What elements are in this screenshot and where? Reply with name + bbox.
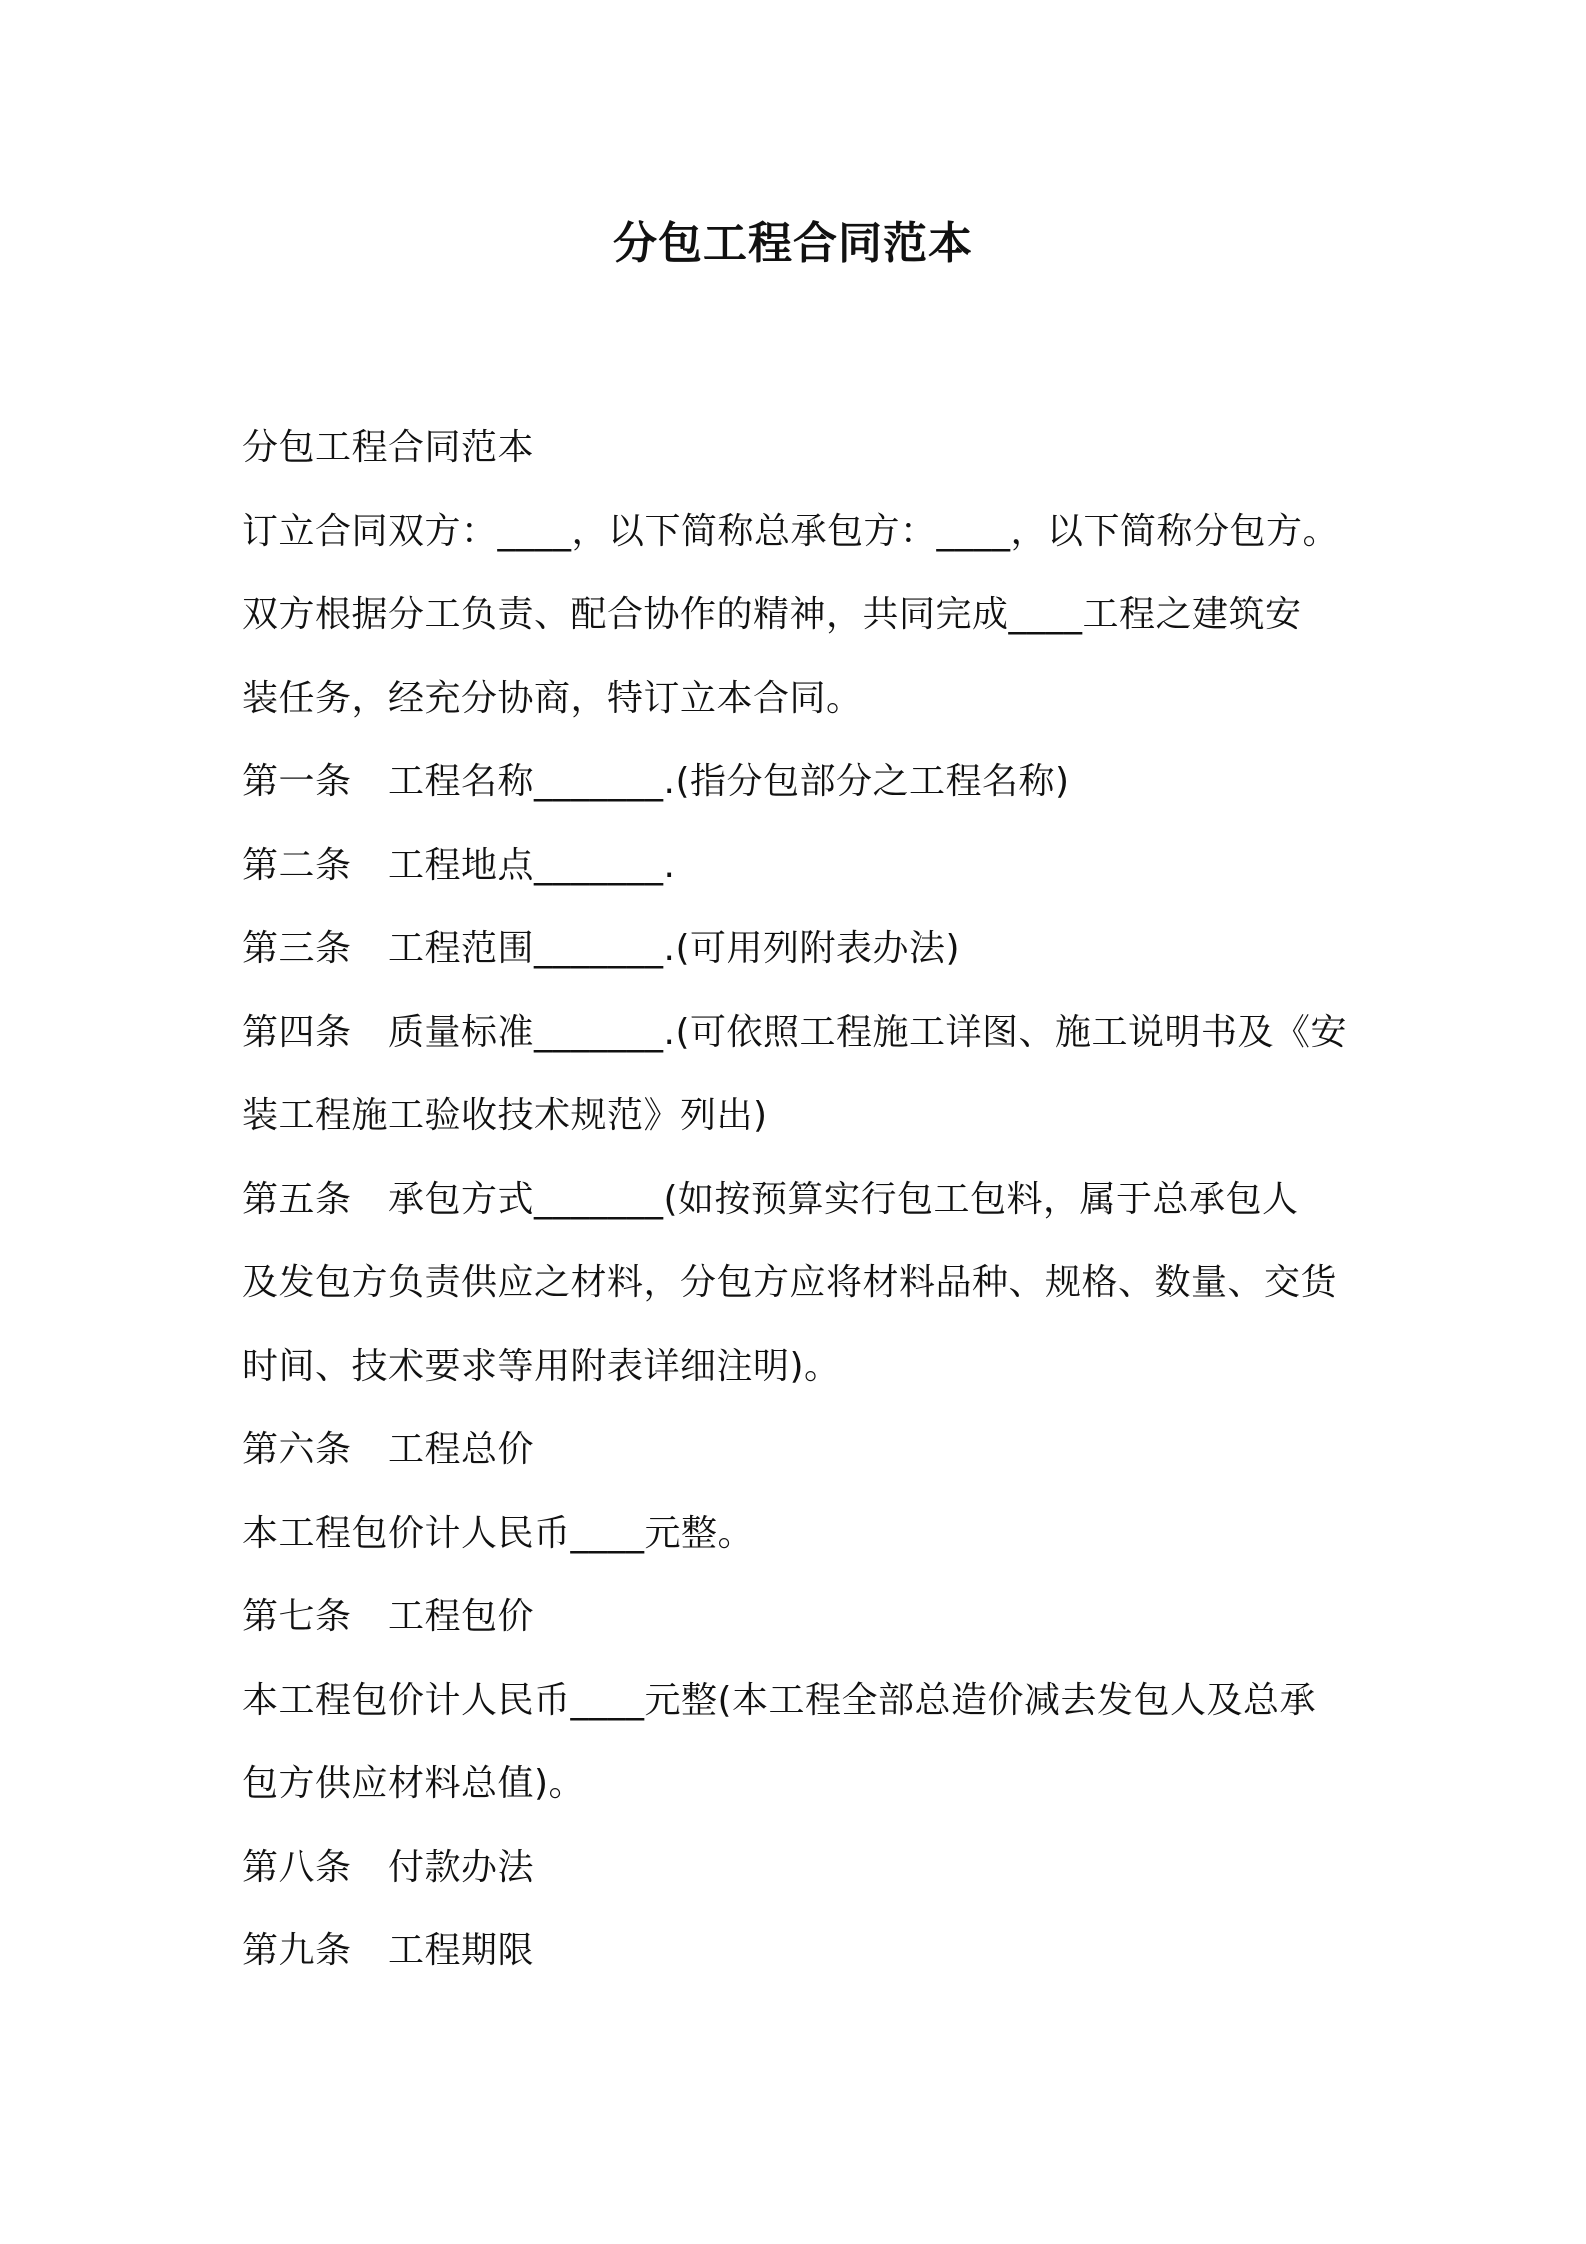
document-title: 分包工程合同范本 xyxy=(613,218,973,269)
clause-9-heading: 第九条 工程期限 xyxy=(242,1930,535,1971)
clause-6-text: 本工程包价计人民币____元整。 xyxy=(242,1512,755,1554)
body-line-subtitle: 分包工程合同范本 xyxy=(242,427,535,468)
clause-5-line-1: 第五条 承包方式_______(如按预算实行包工包料，属于总承包人 xyxy=(242,1178,1299,1220)
clause-3: 第三条 工程范围_______.(可用列附表办法) xyxy=(242,928,961,969)
body-line-intro-1: 双方根据分工负责、配合协作的精神，共同完成____工程之建筑安 xyxy=(242,594,1302,635)
clause-7-text-1: 本工程包价计人民币____元整(本工程全部总造价减去发包人及总承 xyxy=(242,1679,1317,1721)
clause-6-heading: 第六条 工程总价 xyxy=(242,1429,535,1470)
clause-5-line-2: 及发包方负责供应之材料，分包方应将材料品种、规格、数量、交货 xyxy=(242,1262,1338,1303)
clause-4-line-2: 装工程施工验收技术规范》列出) xyxy=(242,1095,768,1136)
clause-4-line-1: 第四条 质量标准_______.(可依照工程施工详图、施工说明书及《安 xyxy=(242,1011,1347,1053)
body-line-intro-2: 装任务，经充分协商，特订立本合同。 xyxy=(242,677,863,719)
clause-7-heading: 第七条 工程包价 xyxy=(242,1596,535,1637)
clause-5-line-3: 时间、技术要求等用附表详细注明)。 xyxy=(242,1345,841,1387)
body-line-parties: 订立合同双方：____，以下简称总承包方：____，以下简称分包方。 xyxy=(242,510,1340,552)
clause-8-heading: 第八条 付款办法 xyxy=(242,1846,535,1888)
clause-1: 第一条 工程名称_______.(指分包部分之工程名称) xyxy=(242,761,1070,802)
document-body xyxy=(242,406,1362,1993)
clause-2: 第二条 工程地点_______. xyxy=(242,844,676,886)
clause-7-text-2: 包方供应材料总值)。 xyxy=(242,1763,586,1804)
